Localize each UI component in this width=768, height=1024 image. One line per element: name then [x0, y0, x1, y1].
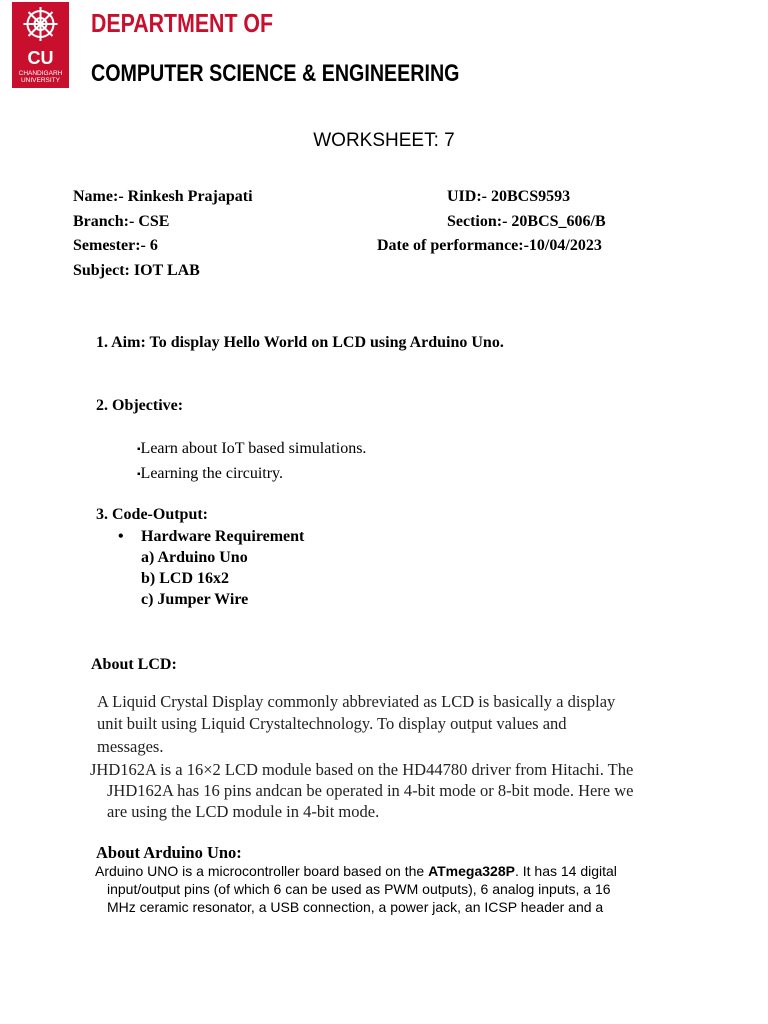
hardware-item: b) LCD 16x2	[141, 570, 230, 587]
bullet-dot-icon: ▪	[137, 443, 141, 455]
performance-date: Date of performance:-10/04/2023	[377, 237, 602, 254]
logo-sub-text-2: UNIVERSITY	[20, 77, 61, 84]
code-output-heading: 3. Code-Output:	[96, 506, 209, 523]
university-logo	[12, 2, 69, 88]
objective-item: ▪Learn about IoT based simulations.	[137, 440, 367, 457]
department-subtitle: COMPUTER SCIENCE & ENGINEERING	[91, 60, 460, 87]
subject: Subject: IOT LAB	[73, 262, 200, 279]
student-semester: Semester:- 6	[73, 237, 158, 254]
lcd-paragraph-line: unit built using Liquid Crystaltechnology. To display output values and	[97, 714, 567, 733]
student-section: Section:- 20BCS_606/B	[447, 213, 606, 230]
hardware-item: a) Arduino Uno	[141, 549, 248, 566]
hardware-requirement: • Hardware Requirement	[118, 528, 305, 545]
department-title: DEPARTMENT OF	[91, 8, 274, 38]
logo-sub-text-1: CHANDIGARH	[18, 70, 63, 77]
student-branch: Branch:- CSE	[73, 213, 170, 230]
worksheet-title: WORKSHEET: 7	[313, 130, 455, 151]
lcd-paragraph-line: messages.	[97, 737, 164, 756]
objective-item: ▪Learning the circuitry.	[137, 465, 283, 482]
student-name: Name:- Rinkesh Prajapati	[73, 188, 253, 205]
lcd-paragraph-line: are using the LCD module in 4-bit mode.	[107, 802, 380, 821]
bullet-dot-icon: ▪	[137, 468, 141, 480]
objective-heading: 2. Objective:	[96, 397, 184, 414]
hardware-item: c) Jumper Wire	[141, 591, 249, 608]
lcd-paragraph-line: JHD162A has 16 pins andcan be operated in 4-bit mode or 8-bit mode. Here we	[107, 781, 634, 800]
student-uid: UID:- 20BCS9593	[447, 188, 571, 205]
about-lcd-heading: About LCD:	[91, 656, 177, 673]
chip-name: ATmega328P	[428, 863, 515, 879]
logo-cu-text: CU	[27, 48, 54, 68]
bullet-icon: •	[118, 528, 124, 545]
uno-paragraph-line: Arduino UNO is a microcontroller board based on the ATmega328P. It has 14 digital	[95, 863, 617, 879]
uno-paragraph-line: MHz ceramic resonator, a USB connection, a power jack, an ICSP header and a	[107, 899, 604, 915]
uno-paragraph-line: input/output pins (of which 6 can be used as PWM outputs), 6 analog inputs, a 16	[107, 881, 611, 897]
aim-heading: 1. Aim: To display Hello World on LCD using Arduino Uno.	[96, 334, 504, 351]
about-uno-heading: About Arduino Uno:	[96, 843, 242, 862]
lcd-paragraph-line: A Liquid Crystal Display commonly abbreviated as LCD is basically a display	[97, 692, 616, 711]
logo-emblem-icon	[24, 7, 58, 41]
lcd-paragraph-line: JHD162A is a 16×2 LCD module based on the HD44780 driver from Hitachi. The	[90, 760, 634, 779]
